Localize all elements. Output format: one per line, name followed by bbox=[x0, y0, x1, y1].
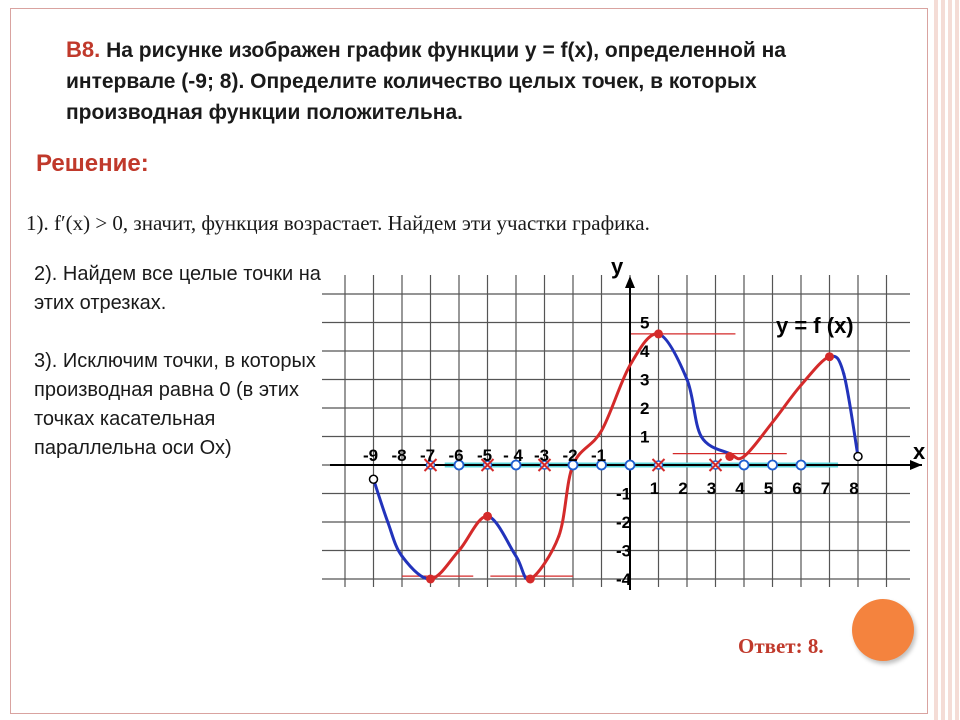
axes bbox=[330, 254, 926, 590]
x-axis-label: x bbox=[913, 439, 926, 464]
included-point bbox=[797, 461, 806, 470]
extremum-point bbox=[526, 575, 535, 584]
included-point bbox=[740, 461, 749, 470]
x-tick-label: -7 bbox=[419, 446, 436, 465]
x-tick-label: 3 bbox=[706, 479, 717, 498]
x-tick-label: 5 bbox=[763, 479, 774, 498]
orange-circle-decoration bbox=[852, 599, 914, 661]
x-tick-label: 8 bbox=[849, 479, 859, 498]
extremum-point bbox=[483, 512, 492, 521]
problem-line-2: интервале (-9; 8). Определите количество целых точек, в которых bbox=[66, 70, 757, 93]
y-tick-label: 5 bbox=[640, 313, 650, 333]
curve-segment-increasing bbox=[602, 365, 631, 431]
y-tick-label: 4 bbox=[640, 342, 650, 361]
tick-labels bbox=[363, 314, 859, 590]
step-2: 2). Найдем все целые точки на этих отрезках. bbox=[34, 263, 321, 314]
x-tick-label: -8 bbox=[391, 446, 407, 465]
x-tick-label: -1 bbox=[590, 446, 607, 465]
solution-title: Решение: bbox=[36, 150, 149, 177]
curve-segment-decreasing bbox=[659, 334, 688, 380]
x-tick-label: -5 bbox=[476, 446, 493, 465]
x-tick-label: -9 bbox=[362, 446, 379, 465]
x-tick-label: 1 bbox=[649, 479, 660, 498]
y-tick-label: 2 bbox=[640, 399, 650, 418]
open-endpoint bbox=[370, 475, 378, 483]
x-tick-label: 4 bbox=[735, 479, 745, 498]
y-tick-label: 3 bbox=[640, 370, 650, 390]
curve-segment-increasing bbox=[801, 357, 830, 386]
function-label: y = f (x) bbox=[776, 313, 854, 338]
y-tick-label: -2 bbox=[616, 513, 632, 532]
extremum-point bbox=[426, 575, 435, 584]
open-endpoint bbox=[854, 452, 862, 460]
problem-number: В8. bbox=[66, 37, 101, 62]
x-tick-label: 6 bbox=[792, 479, 802, 498]
x-tick-label: 2 bbox=[678, 479, 688, 498]
step-3: 3). Исключим точки, в которых производная равна 0 (в этих точках касательная параллельна оси Ох) bbox=[34, 350, 316, 459]
extremum-point bbox=[654, 329, 663, 338]
y-axis-label: y bbox=[611, 254, 624, 279]
step-1: 1). f′(x) > 0, значит, функция возрастает. Найдем эти участки графика. bbox=[26, 211, 650, 235]
y-tick-label: -4 bbox=[616, 570, 632, 589]
y-tick-label: -3 bbox=[616, 541, 632, 561]
x-tick-label: 7 bbox=[820, 479, 831, 498]
problem-line-3: производная функции положительна. bbox=[66, 101, 464, 124]
x-tick-label: -2 bbox=[562, 446, 578, 465]
x-tick-label: -6 bbox=[448, 446, 464, 465]
x-tick-label: - 4 bbox=[503, 446, 523, 465]
included-point bbox=[626, 461, 635, 470]
curve-segment-increasing bbox=[559, 465, 573, 536]
curve-segment-increasing bbox=[773, 385, 802, 422]
problem-text-1: На рисунке изображен график функции y = f(x), определенной на bbox=[106, 39, 786, 62]
curve-segment-increasing bbox=[431, 551, 460, 580]
curve-segment-increasing bbox=[744, 422, 773, 456]
answer: Ответ: 8. bbox=[738, 634, 824, 658]
y-axis-arrow bbox=[625, 276, 635, 288]
y-tick-label: 1 bbox=[640, 427, 650, 447]
curve-segment-decreasing bbox=[374, 479, 388, 522]
curve-segment-decreasing bbox=[844, 374, 858, 457]
y-tick-label: -1 bbox=[616, 484, 632, 504]
included-point bbox=[768, 461, 777, 470]
extremum-point bbox=[725, 452, 734, 461]
extremum-point bbox=[825, 352, 834, 361]
x-tick-label: -3 bbox=[533, 446, 550, 465]
